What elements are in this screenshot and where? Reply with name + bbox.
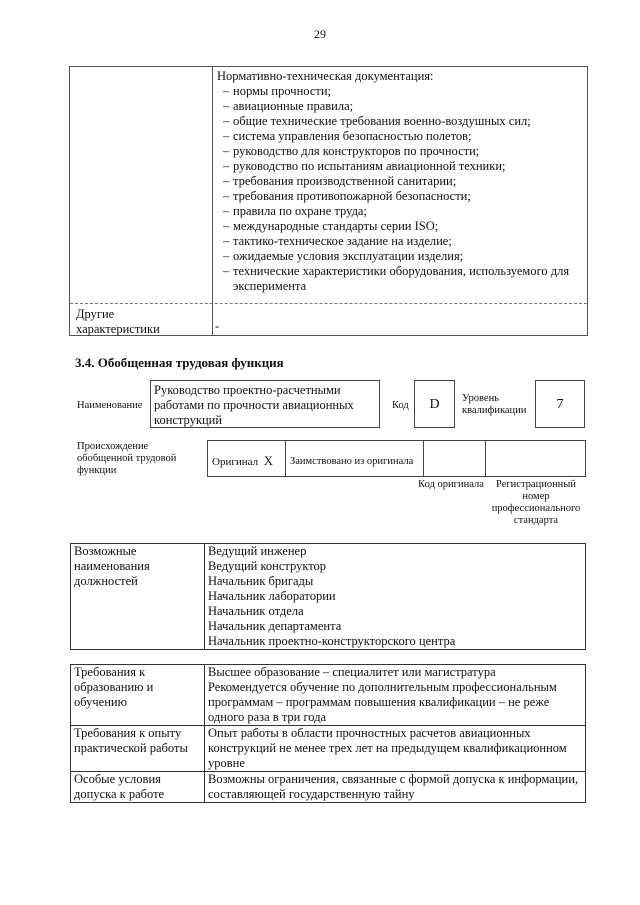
requirement-label: Особые условия допуска к работе: [71, 772, 205, 803]
original-cell: [212, 455, 273, 468]
position-item: Начальник отдела: [208, 604, 304, 618]
requirement-label: Требования к опыту практической работы: [71, 726, 205, 772]
normative-docs-cell: [217, 69, 582, 294]
table-row: [71, 665, 586, 726]
list-item: – руководство для конструкторов по прочности;: [217, 144, 582, 159]
requirements-table: [70, 664, 586, 803]
code-label: Код: [392, 400, 409, 411]
original-mark: X: [263, 454, 273, 468]
section-heading: 3.4. Обобщенная трудовая функция: [75, 355, 284, 370]
list-item: – тактико-техническое задание на изделие;: [217, 234, 582, 249]
origin-table: [207, 440, 586, 477]
original-label: Оригинал: [212, 456, 259, 468]
level-value: 7: [535, 380, 585, 428]
table-row: [71, 772, 586, 803]
level-label: Уровень квалификации: [462, 393, 527, 416]
positions-values: [205, 544, 586, 650]
requirement-value: Опыт работы в области прочностных расчетов авиационных конструкций не менее трех лет на предыдущем квалификационном уровне: [205, 726, 586, 772]
table-row: [71, 544, 586, 650]
table-row-divider: [70, 303, 587, 304]
list-item: – правила по охране труда;: [217, 204, 582, 219]
origin-cell-divider: [485, 441, 486, 476]
list-item: – требования производственной санитарии;: [217, 174, 582, 189]
reg-caption: Регистрационный номер профессионального стандарта: [491, 479, 581, 526]
requirement-value: Высшее образование – специалитет или магистратура Рекомендуется обучение по дополнительным профессиональным программам – программам повышения квалификации – не реже одного раза в три года: [205, 665, 586, 726]
name-value: Руководство проектно-расчетными работами по прочности авиационных конструкций: [154, 383, 354, 427]
position-item: Начальник департамента: [208, 619, 342, 633]
list-item: – авиационные правила;: [217, 99, 582, 114]
position-item: Начальник лаборатории: [208, 589, 336, 603]
position-item: Ведущий инженер: [208, 544, 307, 558]
other-characteristics-value: -: [215, 319, 220, 333]
table-divider: [212, 67, 213, 335]
list-item: – нормы прочности;: [217, 84, 582, 99]
positions-label: Возможные наименования должностей: [71, 544, 205, 650]
name-label: Наименование: [77, 400, 143, 411]
other-label-line: характеристики: [76, 322, 160, 336]
normative-docs-lead: Нормативно-техническая документация:: [217, 69, 434, 83]
requirement-label: Требования к образованию и обучению: [71, 665, 205, 726]
position-item: Начальник бригады: [208, 574, 314, 588]
list-item: – технические характеристики оборудования, используемого для эксперимента: [217, 264, 582, 294]
origin-label: Происхождение обобщенной трудовой функции: [77, 441, 177, 476]
other-characteristics-table: [69, 66, 588, 336]
position-item: Ведущий конструктор: [208, 559, 327, 573]
normative-docs-list: [217, 84, 582, 294]
name-box: [150, 380, 380, 428]
code-caption: Код оригинала: [418, 479, 484, 490]
code-value: D: [414, 380, 455, 428]
origin-cell-divider: [423, 441, 424, 476]
origin-cell-divider: [285, 441, 286, 476]
other-label-line: Другие: [76, 307, 115, 321]
list-item: – требования противопожарной безопасности;: [217, 189, 582, 204]
list-item: – руководство по испытаниям авиационной техники;: [217, 159, 582, 174]
position-item: Начальник проектно-конструкторского центра: [208, 634, 456, 648]
borrowed-label: Заимствовано из оригинала: [290, 456, 414, 467]
list-item: – ожидаемые условия эксплуатации изделия;: [217, 249, 582, 264]
list-item: – международные стандарты серии ISO;: [217, 219, 582, 234]
page-number: 29: [314, 27, 326, 41]
requirement-value: Возможны ограничения, связанные с формой допуска к информации, составляющей государственную тайну: [205, 772, 586, 803]
list-item: – система управления безопасностью полетов;: [217, 129, 582, 144]
positions-table: [70, 543, 586, 650]
list-item: – общие технические требования военно-воздушных сил;: [217, 114, 582, 129]
other-characteristics-label: [76, 307, 160, 337]
table-row: [71, 726, 586, 772]
